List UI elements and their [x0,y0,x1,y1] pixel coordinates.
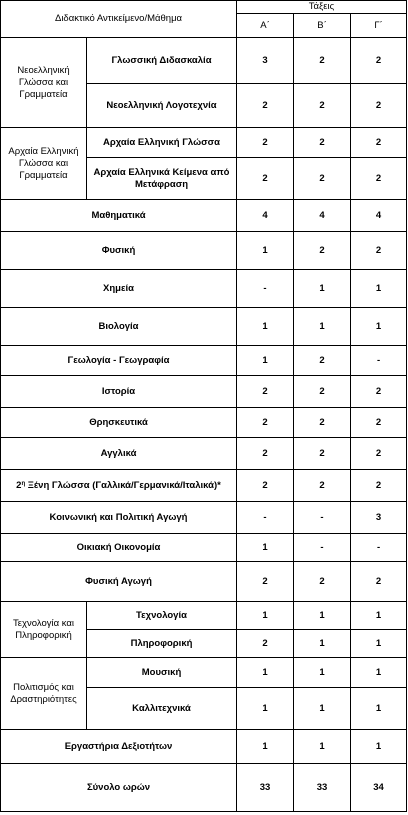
hours-c: 2 [351,232,407,270]
hours-c: 2 [351,158,407,200]
hours-a: 2 [237,84,294,128]
hours-c: 4 [351,200,407,232]
group-label: Πολιτισμός και Δραστηριότητες [1,658,87,730]
hours-c: 2 [351,562,407,602]
table-row [1,534,407,562]
table-row [1,470,407,502]
subject-name: Γλωσσική Διδασκαλία [87,38,237,84]
total-b: 33 [294,764,351,812]
hours-b: 1 [294,602,351,630]
hours-b: 1 [294,658,351,688]
hours-a: 1 [237,534,294,562]
subject-name: Κοινωνική και Πολιτική Αγωγή [1,502,237,534]
hours-a: 1 [237,346,294,376]
hours-c: 1 [351,602,407,630]
hours-b: 2 [294,232,351,270]
table-row [1,38,407,84]
subject-name [1,470,237,502]
classes-header: Τάξεις [237,1,407,14]
hours-a: 2 [237,470,294,502]
subject-name: Βιολογία [1,308,237,346]
hours-a: 1 [237,688,294,730]
hours-a: 2 [237,376,294,408]
hours-c: 2 [351,470,407,502]
table-row [1,376,407,408]
subject-name: Πληροφορική [87,630,237,658]
subject-name: Χημεία [1,270,237,308]
ordinal-superscript: η [21,480,26,487]
subject-name: Μουσική [87,658,237,688]
hours-b: - [294,502,351,534]
hours-b: 2 [294,158,351,200]
subject-name: Οικιακή Οικονομία [1,534,237,562]
hours-c: - [351,534,407,562]
hours-b: 4 [294,200,351,232]
hours-a: 2 [237,158,294,200]
table-row [1,128,407,158]
hours-c: 2 [351,128,407,158]
hours-c: 2 [351,38,407,84]
table-row [1,502,407,534]
hours-c: 2 [351,408,407,438]
subject-name: Τεχνολογία [87,602,237,630]
total-row [1,764,407,812]
hours-a: 2 [237,630,294,658]
table-row [1,562,407,602]
hours-b: 2 [294,438,351,470]
hours-a: 1 [237,730,294,764]
hours-c: 3 [351,502,407,534]
hours-c: 1 [351,658,407,688]
hours-b: 1 [294,730,351,764]
hours-b: 2 [294,562,351,602]
hours-a: - [237,502,294,534]
hours-c: 1 [351,270,407,308]
hours-c: - [351,346,407,376]
language-number: 2 [16,479,22,491]
hours-b: 2 [294,84,351,128]
hours-c: 1 [351,308,407,346]
hours-a: 2 [237,128,294,158]
hours-b: 1 [294,308,351,346]
hours-c: 1 [351,630,407,658]
hours-b: 2 [294,346,351,376]
group-label: Αρχαία Ελληνική Γλώσσα και Γραμματεία [1,128,87,200]
subject-name: Αρχαία Ελληνικά Κείμενα από Μετάφραση [87,158,237,200]
table-row [1,438,407,470]
table-row [1,658,407,688]
hours-b: 2 [294,38,351,84]
table-row [1,232,407,270]
subject-column-header: Διδακτικό Αντικείμενο/Μάθημα [1,1,237,38]
hours-c: 1 [351,688,407,730]
table-row [1,408,407,438]
hours-b: 2 [294,408,351,438]
hours-a: 1 [237,658,294,688]
hours-b: 1 [294,688,351,730]
subject-name: Νεοελληνική Λογοτεχνία [87,84,237,128]
total-c: 34 [351,764,407,812]
hours-c: 2 [351,438,407,470]
subject-name: Ιστορία [1,376,237,408]
table-row [1,308,407,346]
table-row [1,270,407,308]
subject-name: Θρησκευτικά [1,408,237,438]
group-label: Τεχνολογία και Πληροφορική [1,602,87,658]
hours-b: - [294,534,351,562]
hours-a: 1 [237,602,294,630]
hours-b: 2 [294,128,351,158]
hours-b: 2 [294,376,351,408]
class-c-header: Γ΄ [351,14,407,38]
hours-a: 3 [237,38,294,84]
total-label: Σύνολο ωρών [1,764,237,812]
subject-name: Εργαστήρια Δεξιοτήτων [1,730,237,764]
class-b-header: Β΄ [294,14,351,38]
subject-name: Φυσική Αγωγή [1,562,237,602]
hours-a: 2 [237,562,294,602]
hours-a: 4 [237,200,294,232]
hours-b: 2 [294,470,351,502]
hours-a: 2 [237,438,294,470]
table-row [1,602,407,630]
subject-name: Καλλιτεχνικά [87,688,237,730]
table-row [1,346,407,376]
table-row [1,200,407,232]
hours-a: 2 [237,408,294,438]
class-a-header: Α΄ [237,14,294,38]
subject-name: Αρχαία Ελληνική Γλώσσα [87,128,237,158]
table-row [1,730,407,764]
hours-a: 1 [237,308,294,346]
language-name: Ξένη Γλώσσα (Γαλλικά/Γερμανικά/Ιταλικά)* [25,479,221,491]
hours-b: 1 [294,270,351,308]
hours-a: - [237,270,294,308]
subject-name: Μαθηματικά [1,200,237,232]
total-a: 33 [237,764,294,812]
hours-c: 2 [351,376,407,408]
group-label: Νεοελληνική Γλώσσα και Γραμματεία [1,38,87,128]
subject-name: Αγγλικά [1,438,237,470]
hours-a: 1 [237,232,294,270]
hours-b: 1 [294,630,351,658]
subject-name: Φυσική [1,232,237,270]
hours-c: 2 [351,84,407,128]
hours-c: 1 [351,730,407,764]
subject-name: Γεωλογία - Γεωγραφία [1,346,237,376]
